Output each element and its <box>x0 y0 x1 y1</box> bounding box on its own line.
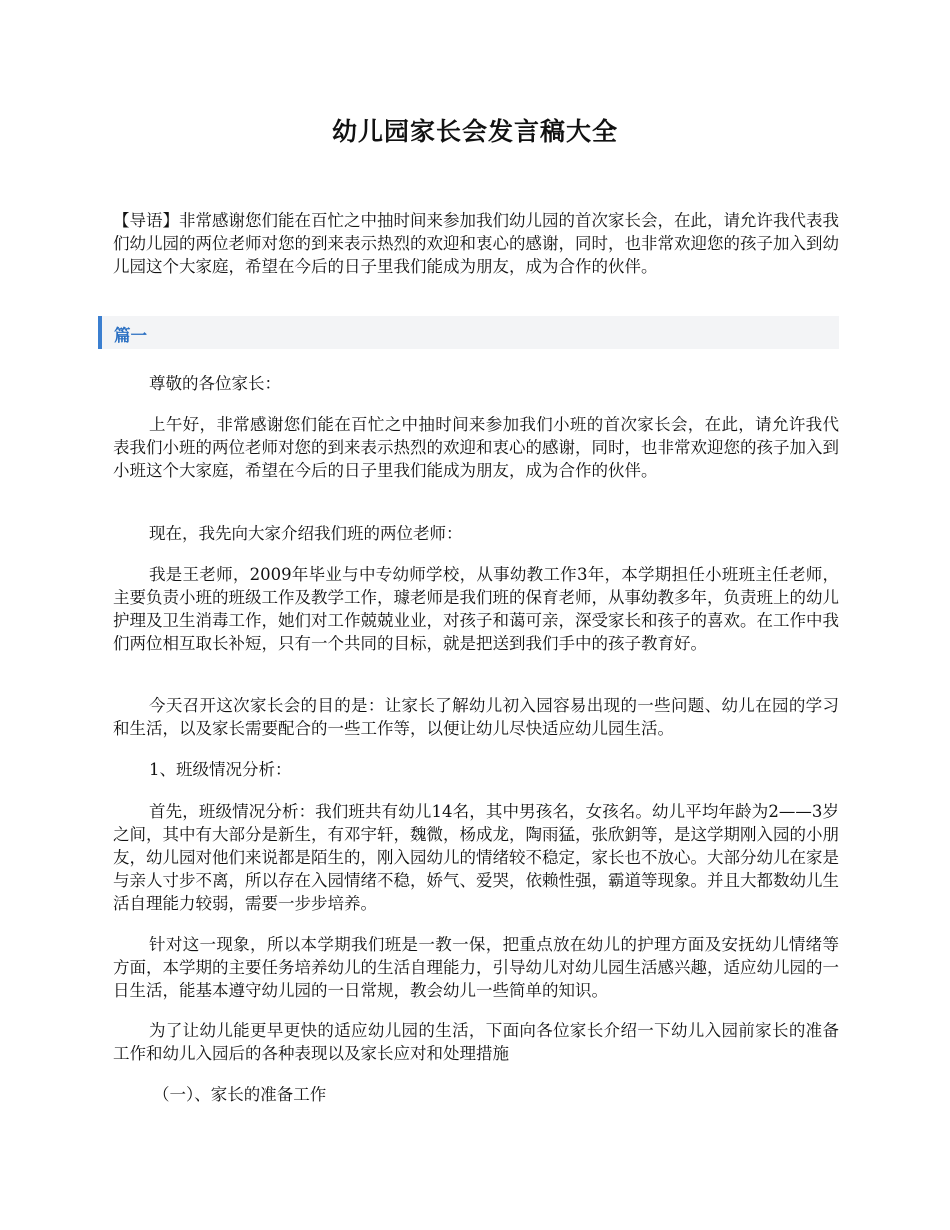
salutation-paragraph: 尊敬的各位家长： <box>149 374 281 393</box>
section-header <box>98 316 839 349</box>
intro-paragraph: 【导语】非常感谢您们能在百忙之中抽时间来参加我们幼儿园的首次家长会，在此，请允许我代表我们幼儿园的两位老师对您的到来表示热烈的欢迎和衷心的感谢，同时，也非常欢迎您的孩子加入到幼儿园这个大家庭，希望在今后的日子里我们能成为朋友，成为合作的伙伴。 <box>113 211 839 276</box>
meeting-purpose-paragraph: 今天召开这次家长会的目的是：让家长了解幼儿初入园容易出现的一些问题、幼儿在园的学习和生活，以及家长需要配合的一些工作等，以便让幼儿尽快适应幼儿园生活。 <box>113 696 839 738</box>
document-title: 幼儿园家长会发言稿大全 <box>331 117 618 146</box>
teacher-intro-paragraph: 现在，我先向大家介绍我们班的两位老师： <box>149 524 463 543</box>
section-title: 篇一 <box>114 326 147 345</box>
greeting-paragraph: 上午好，非常感谢您们能在百忙之中抽时间来参加我们小班的首次家长会，在此，请允许我代表我们小班的两位老师对您的到来表示热烈的欢迎和衷心的感谢，同时，也非常欢迎您的孩子加入到小班这个大家庭，希望在今后的日子里我们能成为朋友，成为合作的伙伴。 <box>113 415 839 480</box>
class-analysis-paragraph: 首先，班级情况分析：我们班共有幼儿14名，其中男孩名，女孩名。幼儿平均年龄为2——3岁之间，其中有大部分是新生，有邓宇轩，魏微，杨成龙，陶雨猛，张欣鈅等，是这学期刚入园的小朋友，幼儿园对他们来说都是陌生的，刚入园幼儿的情绪较不稳定，家长也不放心。大部分幼儿在家是与亲人寸步不离，所以存在入园情绪不稳，娇气、爱哭，依赖性强，霸道等现象。并且大都数幼儿生活自理能力较弱，需要一步步培养。 <box>113 802 839 913</box>
focus-paragraph: 针对这一现象，所以本学期我们班是一教一保，把重点放在幼儿的护理方面及安抚幼儿情绪等方面，本学期的主要任务培养幼儿的生活自理能力，引导幼儿对幼儿园生活感兴趣，适应幼儿园的一日生活，能基本遵守幼儿园的一日常规，教会幼儿一些简单的知识。 <box>113 935 839 1000</box>
preparation-intro-paragraph: 为了让幼儿能更早更快的适应幼儿园的生活，下面向各位家长介绍一下幼儿入园前家长的准备工作和幼儿入园后的各种表现以及家长应对和处理措施 <box>113 1021 839 1063</box>
class-analysis-heading: 1、班级情况分析： <box>149 760 292 779</box>
teacher-details-paragraph: 我是王老师，2009年毕业与中专幼师学校，从事幼教工作3年，本学期担任小班班主任老师，主要负责小班的班级工作及教学工作，璩老师是我们班的保育老师，从事幼教多年，负责班上的幼儿护理及卫生消毒工作，她们对工作兢兢业业，对孩子和蔼可亲，深受家长和孩子的喜欢。在工作中我们两位相互取长补短，只有一个共同的目标，就是把送到我们手中的孩子教育好。 <box>113 565 839 653</box>
parent-preparation-heading: （一）、家长的准备工作 <box>153 1085 327 1104</box>
